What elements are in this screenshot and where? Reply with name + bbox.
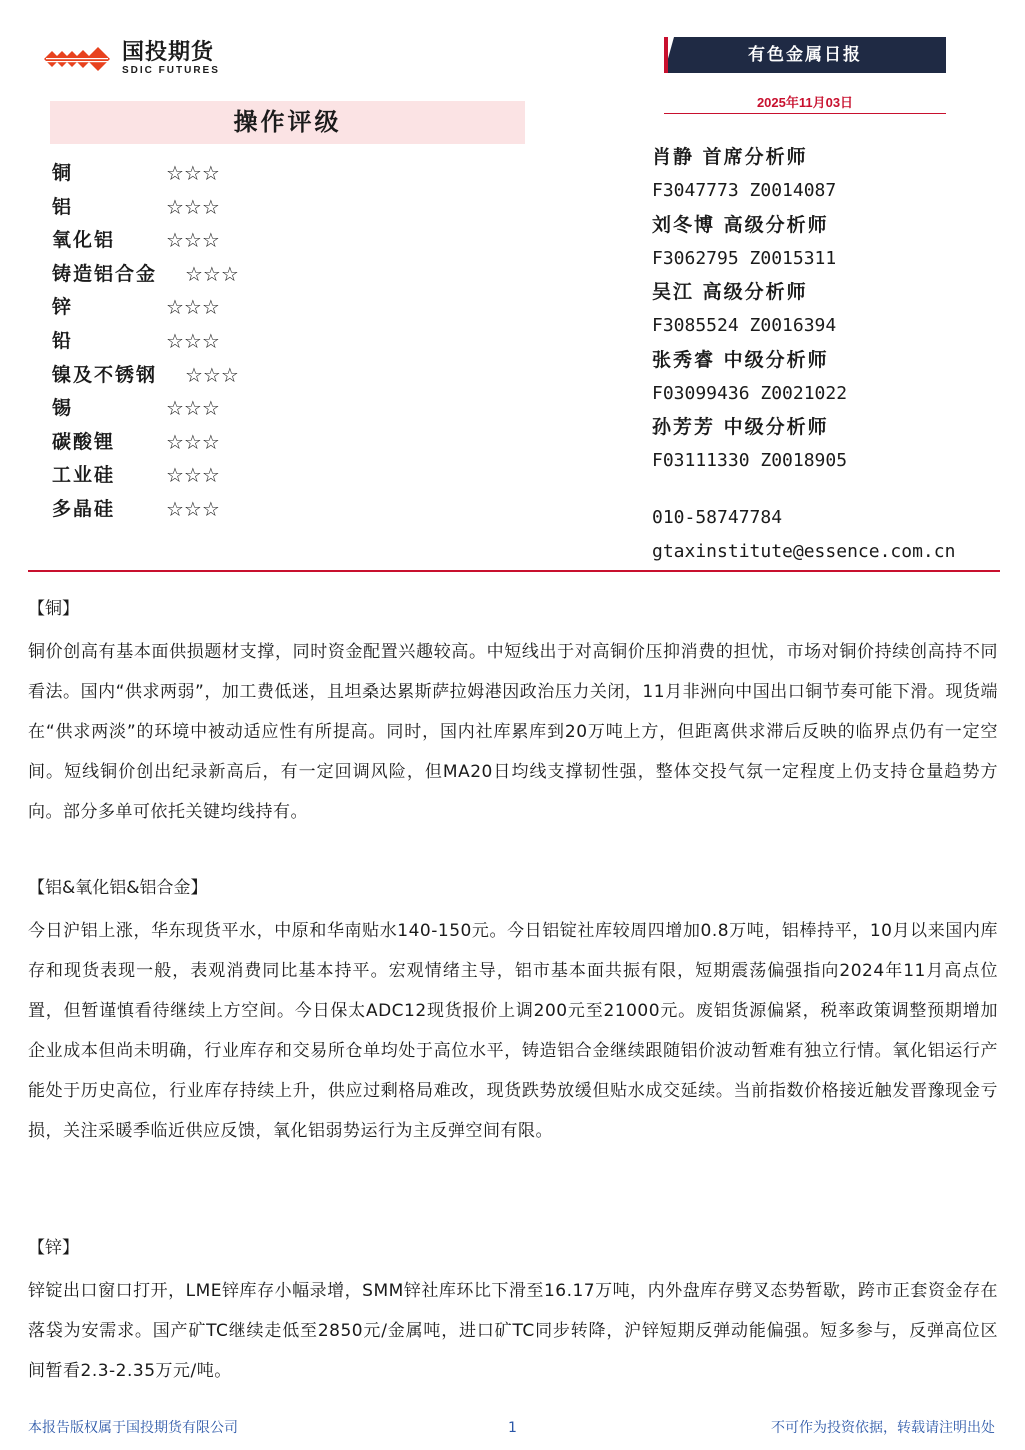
analyst-license: F03099436 Z0021022: [652, 382, 848, 404]
commodity-name: 铜: [52, 162, 74, 184]
rating-row: [52, 493, 452, 527]
logo-english-name: SDIC FUTURES: [122, 65, 220, 76]
rating-row: [52, 191, 452, 225]
section-body: 今日沪铝上涨，华东现货平水，中原和华南贴水140-150元。今日铝锭社库较周四增加0.8万吨，铝棒持平，10月以来国内库存和现货表现一般，表观消费同比基本持平。宏观情绪主导，铝市基本面共振有限，短期震荡偏强指向2024年11月高点位置，但暂谨慎看待继续上方空间。今日保太ADC12现货报价上调200元至21000元。废铝货源偏紧，税率政策调整预期增加企业成本但尚未明确，行业库存和交易所仓单均处于高位水平，铸造铝合金继续跟随铝价波动暂难有独立行情。氧化铝运行产能处于历史高位，行业库存持续上升，供应过剩格局难改，现货跌势放缓但贴水成交延续。当前指数价格接近触发晋豫现金亏损，关注采暖季临近供应反馈，氧化铝弱势运行为主反弹空间有限。: [28, 921, 998, 1141]
commodity-name: 碳酸锂: [52, 430, 116, 453]
star-rating: ☆☆☆: [185, 362, 239, 387]
commodity-name: 镍及不锈钢: [52, 363, 158, 386]
rating-row: [52, 392, 452, 426]
analyst-name: 孙芳芳 中级分析师: [652, 416, 829, 438]
commodity-name: 铅: [52, 329, 74, 352]
commodity-name: 锡: [52, 397, 74, 420]
rating-row: [52, 359, 452, 393]
section-heading: 【锌】: [28, 1238, 79, 1258]
page-number: 1: [508, 1420, 517, 1436]
logo-chinese-name: 国投期货: [122, 40, 215, 65]
footer-copyright: 本报告版权属于国投期货有限公司: [28, 1420, 238, 1436]
rating-row: [52, 157, 452, 191]
contact-phone: 010-58747784: [652, 507, 783, 528]
report-type-label: 有色金属日报: [748, 45, 862, 65]
analyst-list: [652, 140, 992, 478]
analyst-license: F3062795 Z0015311: [652, 247, 837, 269]
star-rating: ☆☆☆: [166, 496, 220, 521]
star-rating: ☆☆☆: [166, 328, 220, 353]
date-divider: [664, 113, 946, 114]
commodity-name: 工业硅: [52, 464, 116, 487]
rating-row: [52, 291, 452, 325]
contact-email[interactable]: gtaxinstitute@essence.com.cn: [652, 541, 956, 562]
section-heading: 【铝&氧化铝&铝合金】: [28, 878, 208, 898]
analyst-name: 刘冬博 高级分析师: [652, 213, 829, 236]
report-date: 2025年11月03日: [756, 95, 854, 110]
rating-row: [52, 258, 452, 292]
star-rating: ☆☆☆: [166, 463, 220, 488]
rating-list: [52, 157, 452, 527]
star-rating: ☆☆☆: [166, 228, 220, 253]
section-heading: 【铜】: [28, 599, 79, 619]
analyst-name: 肖静 首席分析师: [652, 146, 808, 168]
analyst-license: F3085524 Z0016394: [652, 315, 837, 336]
section-body: 锌锭出口窗口打开，LME锌库存小幅录增，SMM锌社库环比下滑至16.17万吨，内外盘库存劈叉态势暂歇，跨市正套资金存在落袋为安需求。国产矿TC继续走低至2850元/金属吨，进口矿TC同步转降，沪锌短期反弹动能偏强。短多参与，反弹高位区间暂看2.3-2.35万元/吨。: [28, 1281, 998, 1381]
analyst-license: F03111330 Z0018905: [652, 450, 848, 471]
rating-row: [52, 325, 452, 359]
header-divider: [28, 570, 1000, 572]
star-rating: ☆☆☆: [166, 161, 220, 185]
commodity-name: 锌: [52, 296, 74, 319]
footer-disclaimer: 不可作为投资依据，转载请注明出处: [771, 1420, 995, 1436]
commodity-name: 铸造铝合金: [52, 262, 158, 285]
rating-row: [52, 459, 452, 493]
star-rating: ☆☆☆: [166, 429, 220, 454]
analyst-name: 吴江 高级分析师: [652, 281, 808, 303]
rating-row: [52, 426, 452, 460]
commodity-name: 铝: [52, 195, 74, 218]
company-logo: [42, 40, 220, 78]
analyst-name: 张秀睿 中级分析师: [652, 348, 829, 371]
report-type-tag: [664, 37, 946, 73]
commodity-name: 氧化铝: [52, 229, 116, 252]
rating-title: 操作评级: [50, 101, 525, 144]
commodity-name: 多晶硅: [52, 497, 116, 520]
rating-row: [52, 224, 452, 258]
section-body: 铜价创高有基本面供损题材支撑，同时资金配置兴趣较高。中短线出于对高铜价压抑消费的担忧，市场对铜价持续创高持不同看法。国内“供求两弱”，加工费低迷，且坦桑达累斯萨拉姆港因政治压力关闭，11月非洲向中国出口铜节奏可能下滑。现货端在“供求两淡”的环境中被动适应性有所提高。同时，国内社库累库到20万吨上方，但距离供求滞后反映的临界点仍有一定空间。短线铜价创出纪录新高后，有一定回调风险，但MA20日均线支撑韧性强，整体交投气氛一定程度上仍支持仓量趋势方向。部分多单可依托关键均线持有。: [28, 642, 998, 822]
section-copper: [28, 594, 998, 832]
star-rating: ☆☆☆: [166, 396, 220, 421]
star-rating: ☆☆☆: [166, 194, 220, 219]
star-rating: ☆☆☆: [185, 261, 239, 286]
sdic-logo-mark-icon: [42, 40, 114, 78]
section-zinc: [28, 1233, 998, 1391]
analyst-license: F3047773 Z0014087: [652, 180, 837, 201]
star-rating: ☆☆☆: [166, 295, 220, 320]
section-aluminium: [28, 873, 998, 1151]
